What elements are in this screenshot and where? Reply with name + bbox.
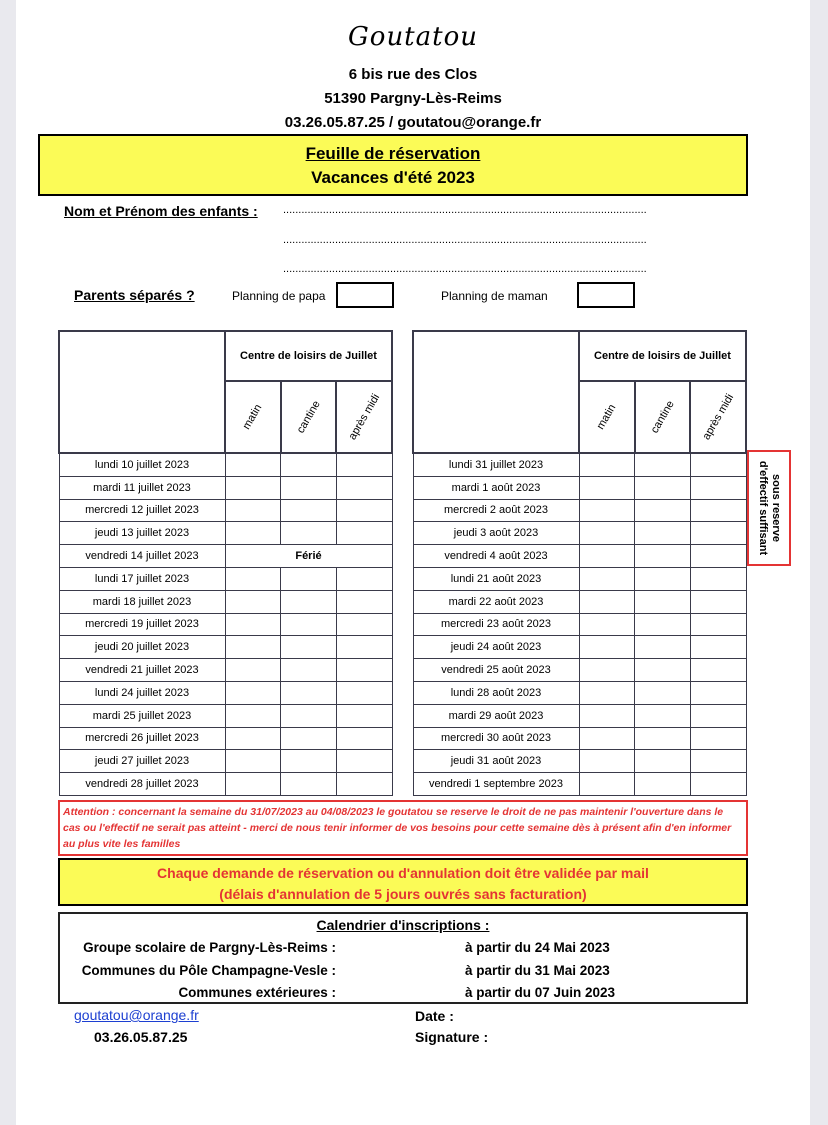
reservation-cell[interactable] <box>281 590 337 613</box>
calendar-row-label: Communes extérieures : <box>178 985 336 1000</box>
reservation-cell[interactable] <box>690 750 746 773</box>
reservation-cell[interactable] <box>225 636 281 659</box>
table-row <box>59 750 392 773</box>
day-label: vendredi 14 juillet 2023 <box>59 545 225 568</box>
august-corner-cell <box>413 331 579 453</box>
day-label: mercredi 30 août 2023 <box>413 727 579 750</box>
reservation-cell[interactable] <box>690 590 746 613</box>
calendar-row-label: Groupe scolaire de Pargny-Lès-Reims : <box>83 940 336 955</box>
table-row <box>413 567 746 590</box>
table-row <box>413 522 746 545</box>
table-row <box>59 659 392 682</box>
reservation-cell[interactable] <box>225 522 281 545</box>
reservation-cell[interactable] <box>579 704 635 727</box>
day-label: lundi 31 juillet 2023 <box>413 453 579 476</box>
reservation-cell[interactable] <box>281 567 337 590</box>
reservation-cell[interactable] <box>635 681 691 704</box>
reservation-cell[interactable] <box>635 704 691 727</box>
reservation-cell[interactable] <box>579 750 635 773</box>
reservation-cell[interactable] <box>281 636 337 659</box>
day-label: mardi 22 août 2023 <box>413 590 579 613</box>
table-row <box>59 499 392 522</box>
reservation-cell[interactable] <box>690 453 746 476</box>
day-label: mardi 1 août 2023 <box>413 476 579 499</box>
reservation-cell[interactable] <box>690 727 746 750</box>
contact-line: 03.26.05.87.25 / goutatou@orange.fr <box>284 114 542 131</box>
reservation-cell[interactable] <box>336 567 392 590</box>
reservation-cell[interactable] <box>690 522 746 545</box>
day-label: jeudi 31 août 2023 <box>413 750 579 773</box>
reservation-cell[interactable] <box>690 773 746 796</box>
day-label: jeudi 27 juillet 2023 <box>59 750 225 773</box>
table-row <box>59 453 392 476</box>
table-row <box>413 476 746 499</box>
reservation-cell[interactable] <box>336 704 392 727</box>
table-row <box>413 727 746 750</box>
registration-calendar <box>58 912 748 1004</box>
reservation-cell[interactable] <box>281 476 337 499</box>
july-centre-header: Centre de loisirs de Juillet <box>225 331 392 381</box>
july-table <box>58 330 393 796</box>
reservation-cell[interactable] <box>281 727 337 750</box>
reservation-cell[interactable] <box>635 453 691 476</box>
reservation-cell[interactable] <box>635 613 691 636</box>
table-row <box>59 636 392 659</box>
calendar-row-date: à partir du 07 Juin 2023 <box>465 985 616 1000</box>
reservation-cell[interactable] <box>225 773 281 796</box>
reservation-cell[interactable] <box>336 476 392 499</box>
august-col-header <box>635 381 691 453</box>
reservation-cell[interactable] <box>635 590 691 613</box>
side-note-line-2: d'effectif suffisant <box>757 460 769 556</box>
august-col-label: après midi <box>700 392 737 442</box>
reservation-cell[interactable] <box>225 590 281 613</box>
ferie-cell: Férié <box>225 545 392 568</box>
reservation-cell[interactable] <box>281 522 337 545</box>
planning-papa-label: Planning de papa <box>232 289 326 303</box>
day-label: vendredi 4 août 2023 <box>413 545 579 568</box>
reservation-cell[interactable] <box>281 704 337 727</box>
reservation-cell[interactable] <box>336 636 392 659</box>
july-col-header <box>225 381 281 453</box>
calendar-row-date: à partir du 31 Mai 2023 <box>465 963 610 978</box>
children-label: Nom et Prénom des enfants : <box>64 203 258 219</box>
table-row <box>413 659 746 682</box>
reservation-cell[interactable] <box>336 681 392 704</box>
reservation-cell[interactable] <box>579 522 635 545</box>
reservation-cell[interactable] <box>336 522 392 545</box>
table-row <box>59 681 392 704</box>
reservation-cell[interactable] <box>281 773 337 796</box>
reservation-cell[interactable] <box>579 499 635 522</box>
reservation-cell[interactable] <box>579 681 635 704</box>
reservation-cell[interactable] <box>281 499 337 522</box>
reservation-cell[interactable] <box>225 659 281 682</box>
table-row <box>59 613 392 636</box>
reservation-cell[interactable] <box>579 659 635 682</box>
day-label: jeudi 24 août 2023 <box>413 636 579 659</box>
planning-papa-checkbox[interactable] <box>336 282 394 308</box>
day-label: vendredi 1 septembre 2023 <box>413 773 579 796</box>
table-row <box>59 773 392 796</box>
reservation-cell[interactable] <box>225 727 281 750</box>
day-label: jeudi 13 juillet 2023 <box>59 522 225 545</box>
table-row <box>59 476 392 499</box>
july-col-header <box>336 381 392 453</box>
reservation-cell[interactable] <box>579 453 635 476</box>
day-label: mardi 25 juillet 2023 <box>59 704 225 727</box>
august-table <box>412 330 747 796</box>
reservation-cell[interactable] <box>225 704 281 727</box>
day-label: mercredi 2 août 2023 <box>413 499 579 522</box>
day-label: mercredi 12 juillet 2023 <box>59 499 225 522</box>
reservation-cell[interactable] <box>635 773 691 796</box>
july-col-header <box>281 381 337 453</box>
reservation-cell[interactable] <box>635 659 691 682</box>
day-label: jeudi 3 août 2023 <box>413 522 579 545</box>
day-label: mercredi 23 août 2023 <box>413 613 579 636</box>
august-col-header <box>579 381 635 453</box>
table-row <box>413 750 746 773</box>
day-label: vendredi 28 juillet 2023 <box>59 773 225 796</box>
day-label: lundi 21 août 2023 <box>413 567 579 590</box>
reservation-cell[interactable] <box>281 453 337 476</box>
signature-label: Signature : <box>415 1029 489 1045</box>
reservation-cell[interactable] <box>579 727 635 750</box>
reservation-cell[interactable] <box>336 750 392 773</box>
reservation-cell[interactable] <box>635 476 691 499</box>
day-label: lundi 17 juillet 2023 <box>59 567 225 590</box>
reservation-cell[interactable] <box>225 476 281 499</box>
reservation-cell[interactable] <box>690 613 746 636</box>
reservation-cell[interactable] <box>579 636 635 659</box>
table-row <box>413 613 746 636</box>
child-name-line-2[interactable]: ....................................................................................................................... <box>283 234 647 246</box>
day-label: mercredi 19 juillet 2023 <box>59 613 225 636</box>
table-row <box>413 773 746 796</box>
reservation-cell[interactable] <box>635 522 691 545</box>
side-note-line-1: sous reserve <box>770 474 782 542</box>
reservation-cell[interactable] <box>690 636 746 659</box>
table-row <box>413 681 746 704</box>
reservation-cell[interactable] <box>336 659 392 682</box>
reservation-cell[interactable] <box>635 750 691 773</box>
side-note <box>747 450 791 566</box>
reservation-cell[interactable] <box>336 613 392 636</box>
address-line-1: 6 bis rue des Clos <box>348 66 478 83</box>
child-name-line-1[interactable]: ....................................................................................................................... <box>283 204 647 216</box>
reservation-cell[interactable] <box>281 750 337 773</box>
date-label: Date : <box>415 1008 454 1024</box>
reservation-cell[interactable] <box>225 750 281 773</box>
reservation-cell[interactable] <box>225 499 281 522</box>
reservation-cell[interactable] <box>225 681 281 704</box>
day-label: mercredi 26 juillet 2023 <box>59 727 225 750</box>
day-label: jeudi 20 juillet 2023 <box>59 636 225 659</box>
table-row <box>413 499 746 522</box>
reservation-cell[interactable] <box>336 453 392 476</box>
reservation-cell[interactable] <box>579 567 635 590</box>
reservation-cell[interactable] <box>281 681 337 704</box>
reservation-cell[interactable] <box>336 499 392 522</box>
calendar-row-label: Communes du Pôle Champagne-Vesle : <box>81 963 336 978</box>
reservation-cell[interactable] <box>579 613 635 636</box>
table-row <box>59 590 392 613</box>
table-row <box>59 567 392 590</box>
table-row <box>413 704 746 727</box>
day-label: vendredi 25 août 2023 <box>413 659 579 682</box>
reservation-cell[interactable] <box>225 453 281 476</box>
reservation-cell[interactable] <box>635 567 691 590</box>
july-col-label: matin <box>240 402 265 432</box>
day-label: lundi 28 août 2023 <box>413 681 579 704</box>
reservation-cell[interactable] <box>690 499 746 522</box>
form-title: Feuille de réservation <box>305 144 481 163</box>
day-label: lundi 24 juillet 2023 <box>59 681 225 704</box>
august-col-label: matin <box>594 402 619 432</box>
table-row <box>59 545 392 568</box>
reservation-cell[interactable] <box>281 659 337 682</box>
reservation-cell[interactable] <box>635 636 691 659</box>
banner-line-1: Chaque demande de réservation ou d'annulation doit être validée par mail <box>157 865 649 881</box>
calendar-title: Calendrier d'inscriptions : <box>316 917 490 933</box>
day-label: mardi 11 juillet 2023 <box>59 476 225 499</box>
day-label: mardi 18 juillet 2023 <box>59 590 225 613</box>
table-row <box>413 590 746 613</box>
july-col-label: cantine <box>294 398 323 436</box>
parents-label: Parents séparés ? <box>74 287 195 303</box>
email-link[interactable]: goutatou@orange.fr <box>74 1007 199 1023</box>
reservation-cell[interactable] <box>690 567 746 590</box>
day-label: vendredi 21 juillet 2023 <box>59 659 225 682</box>
table-row <box>413 636 746 659</box>
july-col-label: après midi <box>346 392 383 442</box>
day-label: lundi 10 juillet 2023 <box>59 453 225 476</box>
footer-phone: 03.26.05.87.25 <box>94 1029 188 1045</box>
table-row <box>413 545 746 568</box>
table-row <box>59 522 392 545</box>
reservation-cell[interactable] <box>690 681 746 704</box>
banner-line-2: (délais d'annulation de 5 jours ouvrés sans facturation) <box>219 886 587 902</box>
table-row <box>59 727 392 750</box>
calendar-row-date: à partir du 24 Mai 2023 <box>465 940 610 955</box>
july-corner-cell <box>59 331 225 453</box>
reservation-cell[interactable] <box>690 659 746 682</box>
day-label: mardi 29 août 2023 <box>413 704 579 727</box>
document-page <box>16 0 810 1125</box>
form-subtitle: Vacances d'été 2023 <box>311 168 475 187</box>
reservation-cell[interactable] <box>281 613 337 636</box>
title-box <box>38 134 748 196</box>
reservation-cell[interactable] <box>225 613 281 636</box>
address-line-2: 51390 Pargny-Lès-Reims <box>324 90 502 107</box>
august-col-label: cantine <box>648 398 677 436</box>
reservation-cell[interactable] <box>336 727 392 750</box>
validation-banner <box>58 858 748 906</box>
august-centre-header: Centre de loisirs de Juillet <box>579 331 746 381</box>
reservation-cell[interactable] <box>635 727 691 750</box>
planning-maman-label: Planning de maman <box>441 289 548 303</box>
reservation-cell[interactable] <box>579 476 635 499</box>
table-row <box>59 704 392 727</box>
planning-maman-checkbox[interactable] <box>577 282 635 308</box>
reservation-cell[interactable] <box>225 567 281 590</box>
reservation-cell[interactable] <box>579 545 635 568</box>
brand-title: Goutatou <box>348 22 478 52</box>
reservation-cell[interactable] <box>635 545 691 568</box>
reservation-cell[interactable] <box>579 590 635 613</box>
attention-notice: Attention : concernant la semaine du 31/07/2023 au 04/08/2023 le goutatou se reserve le droit de ne pas maintenir l'ouverture dans le cas ou l'effectif ne serait pas atteint - merci de nous tenir informer de vos besoins pour cette semaine dès à présent afin d'en informer au plus vite les familles <box>58 800 748 856</box>
table-row <box>413 453 746 476</box>
reservation-cell[interactable] <box>690 545 746 568</box>
reservation-cell[interactable] <box>690 476 746 499</box>
reservation-cell[interactable] <box>690 704 746 727</box>
reservation-cell[interactable] <box>579 773 635 796</box>
reservation-cell[interactable] <box>635 499 691 522</box>
august-col-header <box>690 381 746 453</box>
reservation-cell[interactable] <box>336 590 392 613</box>
reservation-cell[interactable] <box>336 773 392 796</box>
child-name-line-3[interactable]: ....................................................................................................................... <box>283 263 647 275</box>
